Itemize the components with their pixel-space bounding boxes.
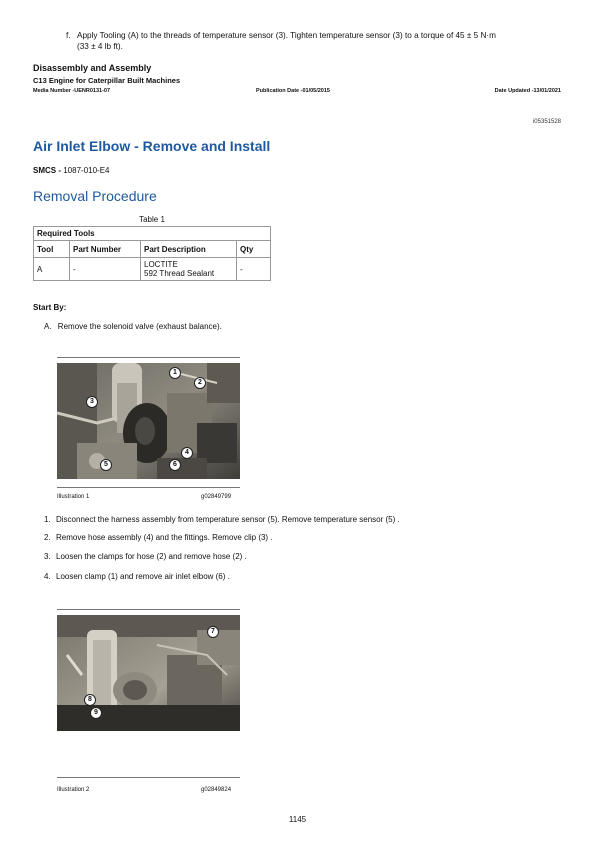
callout-4: 4 xyxy=(181,447,193,459)
col-header-qty: Qty xyxy=(237,241,271,258)
illustration1-top-rule xyxy=(57,357,240,358)
doc-header-title: Disassembly and Assembly xyxy=(33,63,152,73)
required-tools-table xyxy=(33,226,271,281)
illustration2-graphic-id: g02849824 xyxy=(201,787,232,793)
step-number: 1. xyxy=(44,515,51,524)
table-row xyxy=(34,258,271,281)
callout-2: 2 xyxy=(194,377,206,389)
callout-9: 9 xyxy=(90,707,102,719)
smcs-value: 1087-010-E4 xyxy=(63,166,110,175)
callout-6: 6 xyxy=(169,459,181,471)
cell-part-description xyxy=(141,258,237,281)
engine-photo-1 xyxy=(57,363,240,479)
step-f-label: f. xyxy=(66,31,71,40)
illustration1-bottom-rule xyxy=(57,487,240,488)
table-group-header: Required Tools xyxy=(34,227,271,241)
table-group-header-row xyxy=(34,227,271,241)
cell-qty: - xyxy=(237,258,271,281)
callout-3: 3 xyxy=(86,396,98,408)
illustration2-bottom-rule xyxy=(57,777,240,778)
step-text: Loosen clamp (1) and remove air inlet elbow (6) . xyxy=(56,572,230,581)
table-header-row xyxy=(34,241,271,258)
step-number: 2. xyxy=(44,533,51,542)
start-by-step xyxy=(44,322,222,331)
section-title: Air Inlet Elbow - Remove and Install xyxy=(33,138,271,154)
cell-desc-line2: 592 Thread Sealant xyxy=(144,269,215,278)
callout-5: 5 xyxy=(100,459,112,471)
subsection-title: Removal Procedure xyxy=(33,188,157,204)
illustration1-label: Illustration 1 xyxy=(57,494,90,500)
step-f-line1: Apply Tooling (A) to the threads of temperature sensor (3). Tighten temperature sensor (3) to a torque of 45 ± 5 N·m xyxy=(77,31,496,40)
document-id: i05351528 xyxy=(532,119,561,125)
publication-date: Publication Date -01/05/2015 xyxy=(256,88,330,94)
date-updated: Date Updated -13/01/2021 xyxy=(494,88,561,94)
start-by-step-text: Remove the solenoid valve (exhaust balance). xyxy=(57,322,222,331)
media-number: Media Number -UENR0131-07 xyxy=(33,88,111,94)
cell-desc-line1: LOCTITE xyxy=(144,260,178,269)
illustration2-photo xyxy=(57,615,240,731)
illustration2-label: Illustration 2 xyxy=(57,787,90,793)
col-header-part-number: Part Number xyxy=(70,241,141,258)
col-header-tool: Tool xyxy=(34,241,70,258)
step-f-text xyxy=(77,30,567,52)
col-header-part-description: Part Description xyxy=(141,241,237,258)
illustration1-photo xyxy=(57,363,240,479)
step-text: Disconnect the harness assembly from temperature sensor (5). Remove temperature sensor (5) . xyxy=(56,515,400,524)
callout-1: 1 xyxy=(169,367,181,379)
step-f-line2: (33 ± 4 lb ft). xyxy=(77,42,123,51)
smcs-code xyxy=(33,166,110,175)
cell-tool: A xyxy=(34,258,70,281)
smcs-label: SMCS - xyxy=(33,166,61,175)
step-text: Loosen the clamps for hose (2) and remove hose (2) . xyxy=(56,552,247,561)
start-by-label: Start By: xyxy=(33,303,67,312)
callout-7: 7 xyxy=(207,626,219,638)
step-text: Remove hose assembly (4) and the fittings. Remove clip (3) . xyxy=(56,533,273,542)
doc-header-subtitle: C13 Engine for Caterpillar Built Machines xyxy=(33,76,181,85)
start-by-step-label: A. xyxy=(44,322,52,331)
cell-part-number: - xyxy=(70,258,141,281)
illustration2-top-rule xyxy=(57,609,240,610)
page-number: 1145 xyxy=(288,815,307,824)
step-number: 3. xyxy=(44,552,51,561)
callout-8: 8 xyxy=(84,694,96,706)
illustration1-graphic-id: g02849799 xyxy=(201,494,232,500)
table-caption: Table 1 xyxy=(139,215,165,224)
step-number: 4. xyxy=(44,572,51,581)
